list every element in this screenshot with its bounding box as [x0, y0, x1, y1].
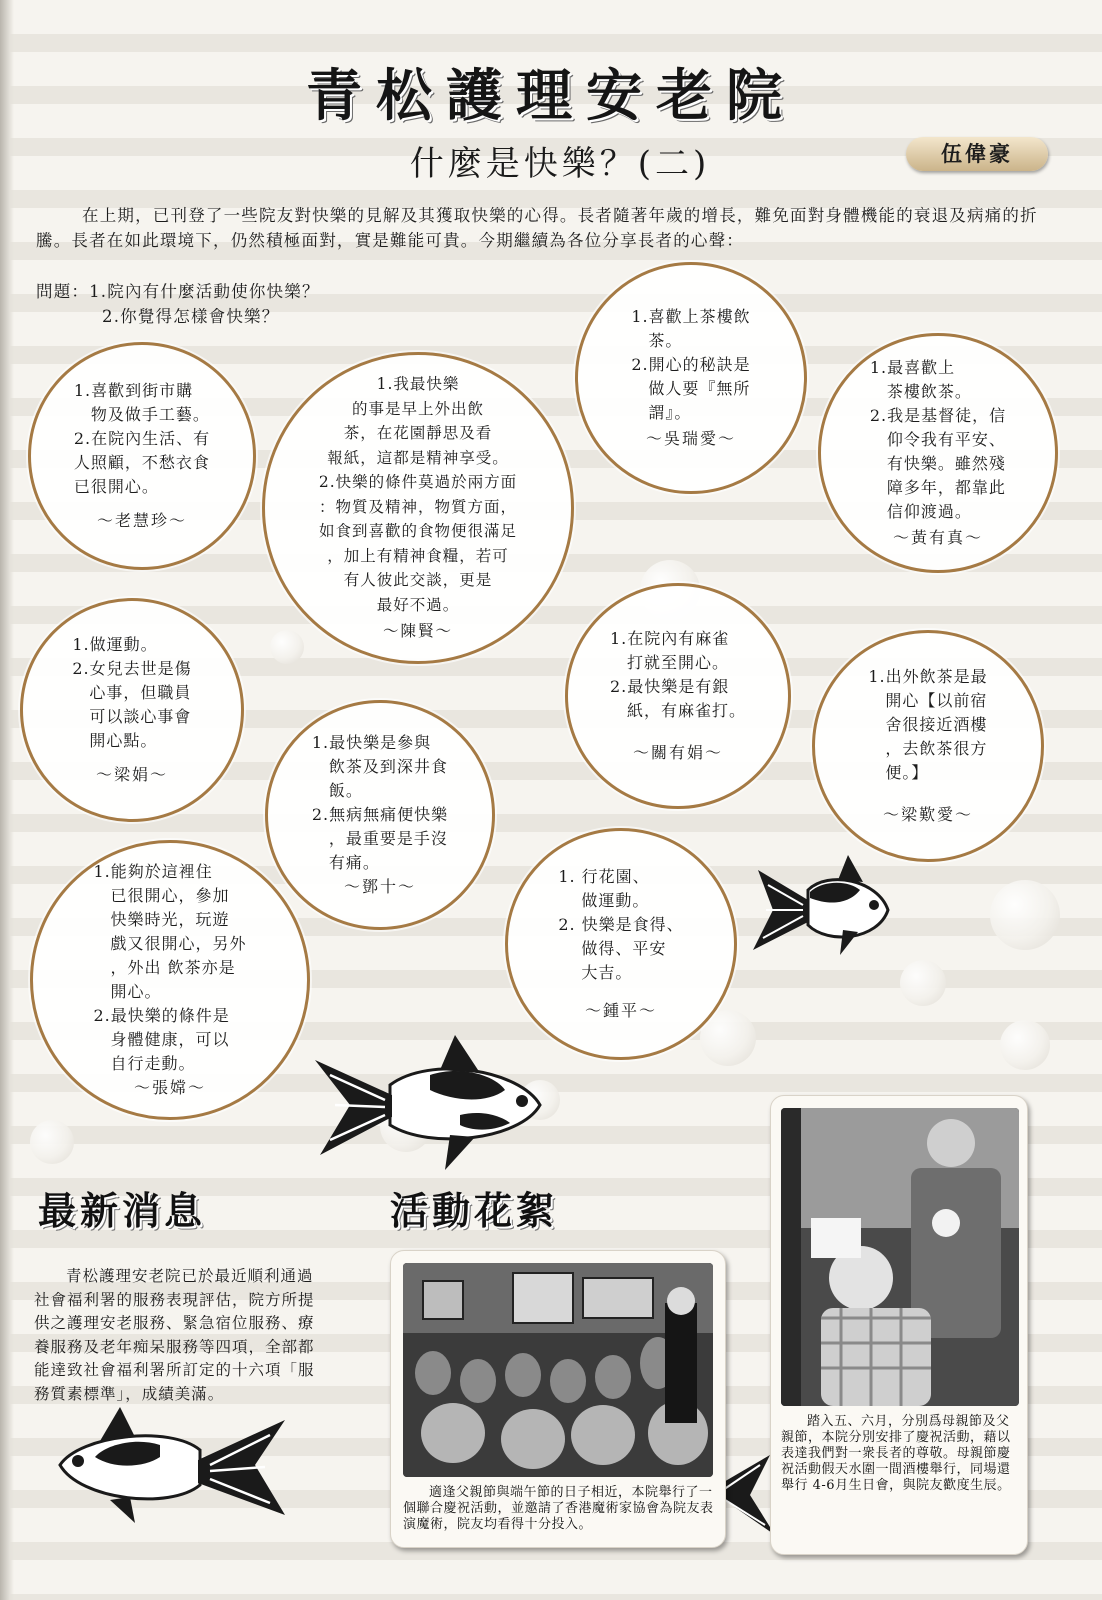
- answer-author: ～鄧十～: [343, 877, 416, 896]
- answer-lines: [74, 379, 210, 499]
- answer-line: 2.最快樂的條件是: [93, 1006, 230, 1025]
- answer-line: 快樂時光，玩遊: [93, 910, 230, 929]
- answer-lines: [610, 627, 746, 723]
- answer-line: 1.在院內有麻雀: [609, 629, 730, 648]
- answer-bubble: [818, 333, 1058, 573]
- answer-line: 有人彼此交談，更是: [343, 571, 493, 590]
- intro-paragraph: 在上期，已刊登了一些院友對快樂的見解及其獲取快樂的心得。長者隨著年歲的增長，難免面對身體機能的衰退及病痛的折騰。長者在如此環境下，仍然積極面對，實是難能可貴。今期繼續為各位分享長者的心聲：: [36, 206, 1038, 250]
- answer-line: 2.女兒去世是傷: [72, 659, 192, 678]
- answer-line: 2.我是基督徒，信: [869, 406, 1007, 425]
- answer-line: 信仰渡過。: [869, 502, 972, 521]
- answer-line: 1.我最快樂: [376, 375, 460, 394]
- answer-author: ～吳瑞愛～: [645, 429, 736, 448]
- intro-text: [36, 204, 1066, 253]
- answer-lines: [868, 665, 987, 785]
- answer-line: 報紙，這都是精神享受。: [327, 448, 509, 467]
- answer-line: 1.喜歡到街市購: [73, 381, 194, 400]
- answer-line: 開心。: [93, 982, 162, 1001]
- answer-line: 飲茶及到深井食: [311, 757, 448, 776]
- page-title: 青松護理安老院: [306, 63, 796, 129]
- answer-line: 2.最快樂是有銀: [609, 677, 730, 696]
- answer-line: 做運動。: [558, 891, 650, 910]
- answer-line: 物及做手工藝。: [73, 405, 210, 424]
- answer-line: 謂』。: [631, 403, 692, 422]
- answer-bubble: [575, 262, 807, 494]
- activity-caption-2: 踏入五、六月，分別爲母親節及父親節，本院分別安排了慶祝活動，藉以表達我們對一衆長者的尊敬。母親節慶祝活動假天水圍一間酒樓舉行，同場還舉行 4-6月生日會，與院友歡度生辰。: [781, 1414, 1011, 1493]
- article-subtitle: 什麼是快樂？(二): [409, 144, 711, 184]
- answer-line: 2. 快樂是食得、: [558, 915, 684, 934]
- answer-line: 1.做運動。: [72, 635, 158, 654]
- answer-line: 1.出外飲茶是最: [868, 667, 988, 686]
- answer-bubble: [262, 352, 574, 664]
- answer-line: 已很開心。: [73, 477, 159, 496]
- answer-line: 便。】: [868, 763, 929, 782]
- answer-author: ～張嫦～: [133, 1078, 206, 1097]
- photo-scene-icon: [781, 1108, 1019, 1406]
- activity-photo-card: [390, 1250, 726, 1548]
- answer-line: 最好不過。: [376, 595, 460, 614]
- question-1-text: 1.院內有什麼活動使你快樂？: [89, 282, 320, 301]
- bg-bubble: [990, 880, 1060, 950]
- answer-lines: [319, 372, 517, 617]
- answer-line: 1. 行花園、: [558, 867, 650, 886]
- answer-line: 有痛。: [311, 853, 380, 872]
- answer-lines: [558, 865, 683, 985]
- answer-line: 如食到喜歡的食物便很滿足: [318, 522, 517, 541]
- answer-line: 茶。: [631, 331, 683, 350]
- question-1: [36, 279, 596, 304]
- answer-author: ～黃有真～: [892, 528, 983, 547]
- answer-line: 開心【以前宿: [868, 691, 988, 710]
- news-body: 青松護理安老院已於最近順利通過社會福利署的服務表現評估，院方所提供之護理安老服務、緊急宿位服務、療養服務及老年痴呆服務等四項，全部都能達致社會福利署所訂定的十六項「服務質素標準」，成績美滿。: [34, 1267, 315, 1403]
- answer-line: 人照顧，不愁衣食: [73, 453, 210, 472]
- answer-author: ～梁歎愛～: [882, 805, 973, 824]
- news-heading: 最新消息: [38, 1188, 207, 1233]
- answer-line: 飯。: [311, 781, 363, 800]
- answer-line: 大吉。: [558, 963, 633, 982]
- answer-lines: [631, 305, 750, 425]
- answer-line: 1.最喜歡上: [869, 358, 956, 377]
- answer-line: ，外出 飲茶亦是: [93, 958, 236, 977]
- answer-bubble: [812, 630, 1044, 862]
- answer-bubble: [20, 598, 244, 822]
- answer-line: 1.能夠於這裡住: [93, 862, 213, 881]
- answer-line: 已很開心，參加: [93, 886, 230, 905]
- author-badge: 伍偉豪: [906, 137, 1048, 171]
- answer-lines: [72, 633, 191, 753]
- answer-line: 心事，但職員: [72, 683, 192, 702]
- answer-line: 茶，在花園靜思及看: [343, 424, 493, 443]
- answer-line: ，加上有精神食糧，若可: [327, 546, 509, 565]
- answer-line: 開心點。: [72, 731, 158, 750]
- questions-block: [36, 279, 596, 329]
- bg-bubble: [30, 1120, 74, 1164]
- activity-caption-1: 適逢父親節與端午節的日子相近，本院舉行了一個聯合慶祝活動，並邀請了香港魔術家協會為院友表演魔術，院友均看得十分投入。: [403, 1485, 714, 1532]
- activity-photo-celebration[interactable]: [781, 1108, 1019, 1406]
- answer-line: ：物質及精神，物質方面，: [318, 497, 517, 516]
- answer-line: ，去飲茶很方: [868, 739, 988, 758]
- page-spine-shadow: [0, 0, 14, 1600]
- answer-line: 的事是早上外出飲: [351, 399, 484, 418]
- answer-line: 自行走動。: [93, 1054, 196, 1073]
- answer-line: 1.喜歡上茶樓飲: [631, 307, 751, 326]
- answer-bubble: [505, 828, 737, 1060]
- answer-author: ～老慧珍～: [96, 511, 187, 530]
- answer-line: 做人要『無所: [631, 379, 751, 398]
- answer-lines: [870, 356, 1006, 524]
- answer-lines: [93, 860, 246, 1076]
- answer-line: 舍很接近酒樓: [868, 715, 988, 734]
- answer-line: 2.在院內生活、有: [73, 429, 211, 448]
- answer-line: ，最重要是手沒: [311, 829, 448, 848]
- goldfish-illustration-icon: [40, 1405, 290, 1525]
- question-label: 問題：: [36, 282, 90, 301]
- answer-line: 打就至開心。: [609, 653, 729, 672]
- answer-line: 1.最快樂是參與: [311, 733, 432, 752]
- activities-heading: 活動花絮: [390, 1188, 559, 1233]
- answer-line: 仰令我有平安、: [869, 430, 1006, 449]
- answer-lines: [312, 731, 448, 875]
- answer-bubble: [265, 700, 495, 930]
- answer-author: ～關有娟～: [632, 743, 723, 762]
- answer-line: 紙，有麻雀打。: [609, 701, 746, 720]
- goldfish-illustration-icon: [310, 1035, 560, 1175]
- answer-line: 戲又很開心，另外: [93, 934, 247, 953]
- answer-bubble: [565, 583, 791, 809]
- activity-photo-card: [770, 1095, 1028, 1555]
- answer-author: ～鍾平～: [584, 1001, 657, 1020]
- bg-bubble: [1000, 1020, 1050, 1070]
- activity-photo-magic-show[interactable]: [403, 1263, 713, 1477]
- photo-scene-icon: [403, 1263, 713, 1477]
- answer-line: 茶樓飲茶。: [869, 382, 972, 401]
- goldfish-illustration-icon: [748, 850, 908, 970]
- answer-line: 2.無病無痛便快樂: [311, 805, 449, 824]
- answer-line: 障多年，都靠此: [869, 478, 1006, 497]
- answer-bubble: [28, 342, 256, 570]
- answer-author: ～陳賢～: [382, 622, 453, 641]
- answer-line: 可以談心事會: [72, 707, 192, 726]
- bg-bubble: [270, 630, 304, 664]
- answer-author: ～梁娟～: [95, 765, 168, 784]
- answer-line: 身體健康，可以: [93, 1030, 230, 1049]
- answer-line: 有快樂。雖然殘: [869, 454, 1006, 473]
- question-2: 2.你覺得怎樣會快樂？: [102, 307, 280, 326]
- answer-bubble: [30, 840, 310, 1120]
- answer-line: 2.開心的秘訣是: [631, 355, 751, 374]
- answer-line: 2.快樂的條件莫過於兩方面: [318, 473, 518, 492]
- answer-line: 做得、平安: [558, 939, 667, 958]
